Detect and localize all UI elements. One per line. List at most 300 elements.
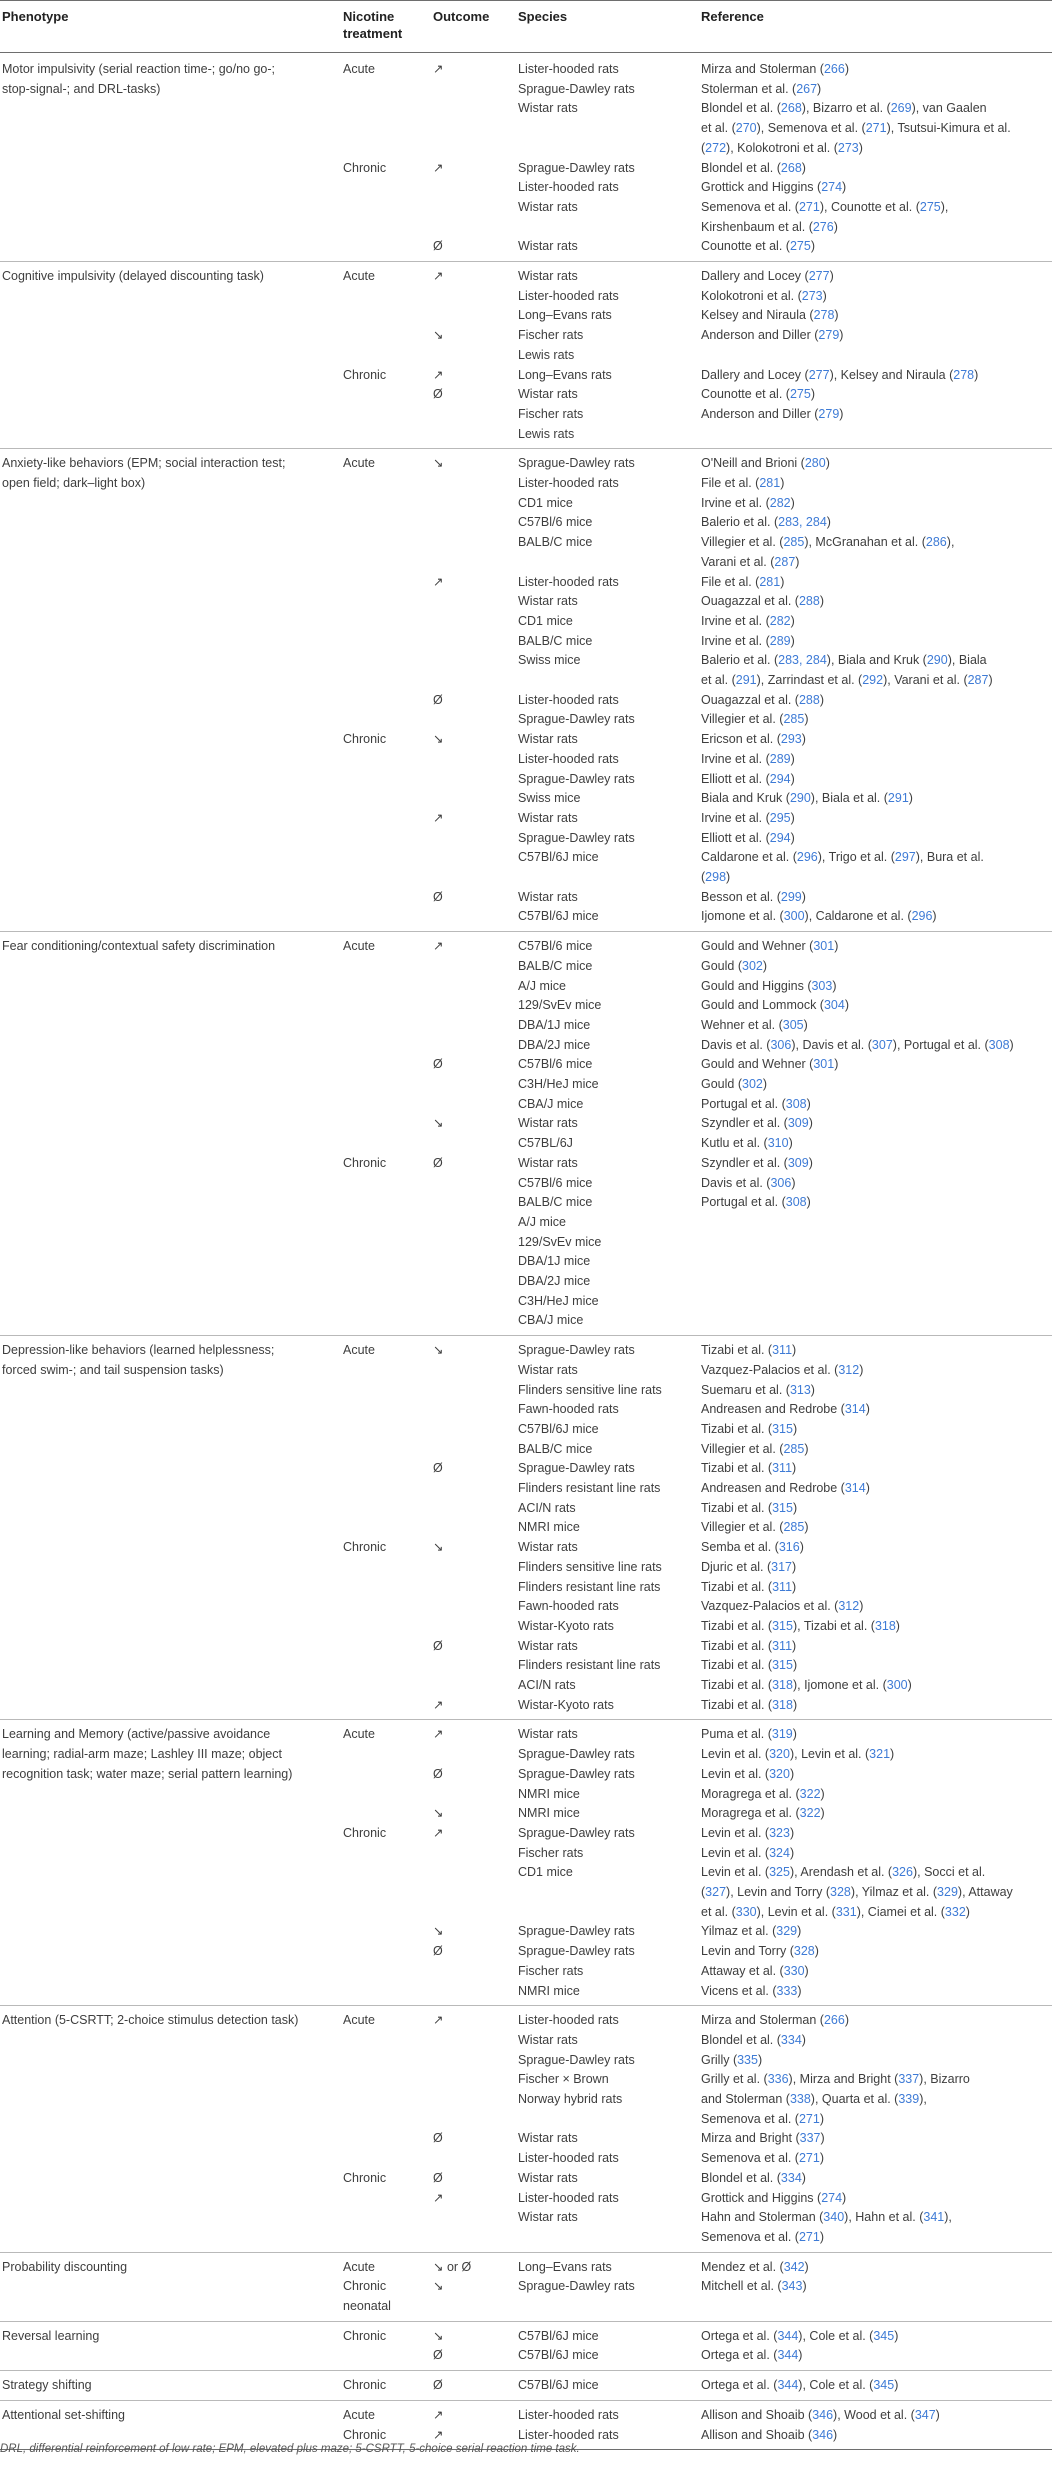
reference-cell: Moragrega et al. (322) bbox=[701, 1806, 825, 1821]
outcome-cell: Ø bbox=[433, 889, 443, 904]
species-cell: ACI/N rats bbox=[518, 1500, 576, 1515]
outcome-cell: Ø bbox=[433, 692, 443, 707]
reference-cell: (298) bbox=[701, 870, 731, 884]
treatment-cell: Chronic bbox=[343, 1825, 387, 1840]
outcome-cell: ↗ bbox=[433, 2407, 444, 2422]
reference-cell: Tizabi et al. (311) bbox=[701, 1461, 797, 1476]
outcome-cell: ↗ bbox=[433, 1825, 444, 1840]
group-separator bbox=[0, 2321, 1052, 2322]
reference-cell: Ortega et al. (344) bbox=[701, 2348, 803, 2363]
reference-cell: Davis et al. (306) bbox=[701, 1175, 796, 1190]
outcome-cell: Ø bbox=[433, 2131, 443, 2146]
group-separator bbox=[0, 1335, 1052, 1336]
species-cell: Lister-hooded rats bbox=[518, 692, 619, 707]
reference-cell: O'Neill and Brioni (280) bbox=[701, 456, 830, 471]
reference-cell: Vicens et al. (333) bbox=[701, 1983, 802, 1998]
reference-cell: Grottick and Higgins (274) bbox=[701, 180, 847, 195]
treatment-cell: Acute bbox=[343, 62, 375, 76]
species-cell: C57Bl/6J mice bbox=[518, 2348, 599, 2363]
species-cell: Fischer rats bbox=[518, 1845, 584, 1860]
reference-cell: Semenova et al. (271) bbox=[701, 2111, 824, 2126]
group-separator bbox=[0, 931, 1052, 932]
group-separator bbox=[0, 448, 1052, 449]
species-cell: Lister-hooded rats bbox=[518, 2427, 619, 2442]
species-cell: C57Bl/6J mice bbox=[518, 1421, 599, 1436]
species-cell: C57Bl/6 mice bbox=[518, 1057, 593, 1072]
reference-cell: Besson et al. (299) bbox=[701, 889, 806, 904]
outcome-cell: ↗ bbox=[433, 160, 444, 175]
reference-cell: Villegier et al. (285) bbox=[701, 1520, 809, 1535]
treatment-cell: Acute bbox=[343, 2407, 375, 2422]
species-cell: Sprague-Dawley rats bbox=[518, 1343, 635, 1358]
species-cell: Swiss mice bbox=[518, 791, 581, 806]
reference-cell: Irvine et al. (295) bbox=[701, 810, 795, 825]
species-cell: C57Bl/6J mice bbox=[518, 909, 599, 924]
treatment-cell: Chronic bbox=[343, 160, 387, 175]
reference-cell: et al. (291), Zarrindast et al. (292), Varani et al. (287) bbox=[701, 673, 993, 687]
species-cell: Fischer rats bbox=[518, 328, 584, 343]
species-cell: Lister-hooded rats bbox=[518, 574, 619, 589]
phenotype-label: Probability discounting bbox=[2, 2259, 128, 2274]
treatment-cell: Acute bbox=[343, 2259, 375, 2274]
outcome-cell: ↘ bbox=[433, 1116, 444, 1131]
phenotype-label: Fear conditioning/contextual safety discrimination bbox=[2, 939, 276, 954]
phenotype-label: forced swim-; and tail suspension tasks) bbox=[2, 1362, 224, 1377]
reference-cell: (327), Levin and Torry (328), Yilmaz et al. (329), Attaway bbox=[701, 1885, 1013, 1899]
reference-cell: Portugal et al. (308) bbox=[701, 1195, 811, 1210]
reference-cell: Gould (302) bbox=[701, 1077, 768, 1091]
reference-cell: Semenova et al. (271) bbox=[701, 2229, 824, 2244]
species-cell: CD1 mice bbox=[518, 613, 573, 628]
phenotype-label: Attentional set-shifting bbox=[2, 2407, 125, 2422]
species-cell: C57BL/6J bbox=[518, 1136, 573, 1151]
species-cell: NMRI mice bbox=[518, 1806, 580, 1821]
reference-cell: Tizabi et al. (315), Tizabi et al. (318) bbox=[701, 1618, 900, 1633]
reference-cell: Counotte et al. (275) bbox=[701, 387, 815, 402]
species-cell: Wistar rats bbox=[518, 199, 578, 214]
species-cell: Sprague-Dawley rats bbox=[518, 1924, 635, 1939]
reference-cell: Levin et al. (325), Arendash et al. (326), Socci et al. bbox=[701, 1865, 986, 1880]
reference-cell: Grilly et al. (336), Mirza and Bright (337), Bizarro bbox=[701, 2072, 970, 2087]
species-cell: Lister-hooded rats bbox=[518, 288, 619, 303]
species-cell: Sprague-Dawley rats bbox=[518, 1766, 635, 1781]
species-cell: C57Bl/6J mice bbox=[518, 2378, 599, 2393]
reference-cell: Ouagazzal et al. (288) bbox=[701, 692, 824, 707]
species-cell: Norway hybrid rats bbox=[518, 2092, 623, 2106]
outcome-cell: ↘ bbox=[433, 456, 444, 471]
reference-cell: Elliott et al. (294) bbox=[701, 771, 795, 786]
species-cell: NMRI mice bbox=[518, 1786, 580, 1801]
species-cell: Lister-hooded rats bbox=[518, 476, 619, 490]
species-cell: Wistar rats bbox=[518, 1540, 578, 1555]
reference-cell: File et al. (281) bbox=[701, 574, 785, 589]
species-cell: Flinders resistant line rats bbox=[518, 1481, 661, 1495]
header-species: Species bbox=[518, 9, 568, 24]
species-cell: Lister-hooded rats bbox=[518, 2013, 619, 2028]
species-cell: BALB/C mice bbox=[518, 1195, 593, 1210]
outcome-cell: ↗ bbox=[433, 574, 444, 589]
reference-cell: Portugal et al. (308) bbox=[701, 1096, 811, 1111]
species-cell: Fischer × Brown bbox=[518, 2072, 609, 2087]
outcome-cell: ↗ bbox=[433, 939, 444, 954]
outcome-cell: Ø bbox=[433, 1766, 443, 1781]
reference-cell: Gould and Higgins (303) bbox=[701, 978, 837, 993]
species-cell: Wistar rats bbox=[518, 239, 578, 254]
outcome-cell: ↗ bbox=[433, 269, 444, 283]
reference-cell: Irvine et al. (282) bbox=[701, 613, 795, 628]
outcome-cell: ↗ bbox=[433, 367, 444, 382]
group-separator bbox=[0, 2252, 1052, 2253]
treatment-cell: Acute bbox=[343, 1727, 375, 1742]
header-treatment-line2: treatment bbox=[343, 26, 403, 41]
reference-cell: Villegier et al. (285) bbox=[701, 1441, 809, 1456]
reference-cell: File et al. (281) bbox=[701, 476, 785, 490]
species-cell: DBA/2J mice bbox=[518, 1037, 591, 1052]
species-cell: CBA/J mice bbox=[518, 1313, 584, 1328]
reference-cell: Kirshenbaum et al. (276) bbox=[701, 219, 838, 234]
outcome-cell: ↗ bbox=[433, 2190, 444, 2205]
reference-cell: and Stolerman (338), Quarta et al. (339), bbox=[701, 2092, 927, 2106]
reference-cell: Caldarone et al. (296), Trigo et al. (297), Bura et al. bbox=[701, 850, 984, 865]
reference-cell: Gould and Lommock (304) bbox=[701, 998, 850, 1013]
species-cell: Sprague-Dawley rats bbox=[518, 771, 635, 786]
species-cell: NMRI mice bbox=[518, 1520, 580, 1535]
reference-cell: Gould (302) bbox=[701, 958, 768, 973]
outcome-cell: ↘ bbox=[433, 328, 444, 343]
reference-cell: Gould and Wehner (301) bbox=[701, 939, 839, 954]
phenotype-label: Anxiety-like behaviors (EPM; social interaction test; bbox=[2, 456, 286, 471]
reference-cell: Blondel et al. (268), Bizarro et al. (269), van Gaalen bbox=[701, 101, 987, 116]
reference-cell: Semenova et al. (271), Counotte et al. (275), bbox=[701, 199, 949, 214]
reference-cell: Biala and Kruk (290), Biala et al. (291) bbox=[701, 791, 913, 806]
reference-cell: Blondel et al. (268) bbox=[701, 160, 806, 175]
outcome-cell: ↘ bbox=[433, 1343, 444, 1358]
species-cell: Lister-hooded rats bbox=[518, 2151, 619, 2166]
reference-cell: Stolerman et al. (267) bbox=[701, 81, 822, 96]
outcome-cell: ↘ bbox=[433, 2279, 444, 2294]
reference-cell: Attaway et al. (330) bbox=[701, 1963, 809, 1978]
reference-cell: Ortega et al. (344), Cole et al. (345) bbox=[701, 2328, 899, 2343]
reference-cell: Blondel et al. (334) bbox=[701, 2170, 806, 2185]
species-cell: Wistar-Kyoto rats bbox=[518, 1618, 614, 1633]
reference-cell: Semenova et al. (271) bbox=[701, 2151, 824, 2166]
reference-cell: Kolokotroni et al. (273) bbox=[701, 288, 827, 303]
outcome-cell: ↘ bbox=[433, 2328, 444, 2343]
species-cell: Sprague-Dawley rats bbox=[518, 2052, 635, 2067]
outcome-cell: ↗ bbox=[433, 62, 444, 76]
reference-cell: Ericson et al. (293) bbox=[701, 732, 806, 747]
reference-cell: Villegier et al. (285) bbox=[701, 712, 809, 727]
phenotype-label: Depression-like behaviors (learned helplessness; bbox=[2, 1343, 275, 1358]
group-separator bbox=[0, 2370, 1052, 2371]
reference-cell: Grilly (335) bbox=[701, 2052, 763, 2067]
reference-cell: Dallery and Locey (277) bbox=[701, 269, 834, 283]
species-cell: Lister-hooded rats bbox=[518, 2190, 619, 2205]
species-cell: BALB/C mice bbox=[518, 958, 593, 973]
outcome-cell: ↘ bbox=[433, 1806, 444, 1821]
species-cell: Wistar rats bbox=[518, 1362, 578, 1377]
phenotype-label: Learning and Memory (active/passive avoidance bbox=[2, 1727, 271, 1742]
outcome-cell: ↗ bbox=[433, 2427, 444, 2442]
outcome-cell: Ø bbox=[433, 387, 443, 402]
phenotype-label: Attention (5-CSRTT; 2-choice stimulus detection task) bbox=[2, 2013, 299, 2028]
header-rule bbox=[0, 52, 1052, 53]
outcome-cell: Ø bbox=[433, 1057, 443, 1072]
reference-cell: Grottick and Higgins (274) bbox=[701, 2190, 847, 2205]
outcome-cell: Ø bbox=[433, 1461, 443, 1476]
species-cell: Wistar-Kyoto rats bbox=[518, 1697, 614, 1712]
species-cell: Wistar rats bbox=[518, 594, 578, 609]
species-cell: Wistar rats bbox=[518, 2170, 578, 2185]
reference-cell: Varani et al. (287) bbox=[701, 554, 800, 569]
reference-cell: Irvine et al. (289) bbox=[701, 751, 795, 766]
species-cell: Wistar rats bbox=[518, 1727, 578, 1742]
phenotype-label: Motor impulsivity (serial reaction time-; go/no go-; bbox=[2, 62, 276, 76]
reference-cell: (272), Kolokotroni et al. (273) bbox=[701, 140, 863, 155]
species-cell: Lewis rats bbox=[518, 426, 575, 441]
species-cell: 129/SvEv mice bbox=[518, 998, 602, 1013]
species-cell: Wistar rats bbox=[518, 101, 578, 116]
treatment-cell: Chronic bbox=[343, 2170, 387, 2185]
reference-cell: Suemaru et al. (313) bbox=[701, 1382, 815, 1397]
outcome-cell: ↗ bbox=[433, 1727, 444, 1742]
outcome-cell: ↘ or Ø bbox=[433, 2259, 472, 2274]
reference-cell: Tizabi et al. (315) bbox=[701, 1500, 798, 1515]
species-cell: Wistar rats bbox=[518, 2131, 578, 2146]
species-cell: C3H/HeJ mice bbox=[518, 1077, 599, 1091]
reference-cell: Balerio et al. (283, 284) bbox=[701, 515, 831, 530]
species-cell: ACI/N rats bbox=[518, 1678, 576, 1692]
treatment-cell: Chronic bbox=[343, 2328, 387, 2343]
reference-cell: Semba et al. (316) bbox=[701, 1540, 804, 1555]
species-cell: Wistar rats bbox=[518, 2210, 578, 2225]
species-cell: Fischer rats bbox=[518, 1963, 584, 1978]
reference-cell: Szyndler et al. (309) bbox=[701, 1116, 813, 1131]
species-cell: Sprague-Dawley rats bbox=[518, 2279, 635, 2294]
species-cell: Sprague-Dawley rats bbox=[518, 1825, 635, 1840]
species-cell: A/J mice bbox=[518, 978, 566, 993]
species-cell: Long–Evans rats bbox=[518, 2259, 612, 2274]
treatment-cell: Chronic bbox=[343, 2378, 387, 2393]
species-cell: Wistar rats bbox=[518, 810, 578, 825]
group-separator bbox=[0, 2400, 1052, 2401]
reference-cell: Andreasen and Redrobe (314) bbox=[701, 1402, 870, 1417]
reference-cell: Levin and Torry (328) bbox=[701, 1944, 819, 1959]
reference-cell: Tizabi et al. (311) bbox=[701, 1579, 797, 1594]
outcome-cell: Ø bbox=[433, 239, 443, 254]
species-cell: Wistar rats bbox=[518, 1638, 578, 1653]
phenotype-label: Strategy shifting bbox=[2, 2378, 92, 2393]
treatment-cell: neonatal bbox=[343, 2299, 391, 2313]
species-cell: DBA/2J mice bbox=[518, 1274, 591, 1288]
reference-cell: Mirza and Stolerman (266) bbox=[701, 2013, 849, 2028]
reference-cell: Anderson and Diller (279) bbox=[701, 406, 844, 421]
treatment-cell: Acute bbox=[343, 1343, 375, 1358]
group-separator bbox=[0, 261, 1052, 262]
species-cell: C57Bl/6J mice bbox=[518, 2328, 599, 2343]
reference-cell: Ouagazzal et al. (288) bbox=[701, 594, 824, 609]
species-cell: Flinders resistant line rats bbox=[518, 1658, 661, 1673]
species-cell: Flinders sensitive line rats bbox=[518, 1559, 662, 1574]
outcome-cell: ↗ bbox=[433, 2013, 444, 2028]
reference-cell: Dallery and Locey (277), Kelsey and Niraula (278) bbox=[701, 367, 979, 382]
outcome-cell: Ø bbox=[433, 1638, 443, 1653]
species-cell: Sprague-Dawley rats bbox=[518, 81, 635, 96]
species-cell: C57Bl/6 mice bbox=[518, 939, 593, 954]
species-cell: Sprague-Dawley rats bbox=[518, 456, 635, 471]
phenotype-label: Cognitive impulsivity (delayed discounting task) bbox=[2, 269, 264, 283]
species-cell: Wistar rats bbox=[518, 2032, 578, 2047]
species-cell: BALB/C mice bbox=[518, 535, 593, 550]
species-cell: Sprague-Dawley rats bbox=[518, 1461, 635, 1476]
species-cell: Sprague-Dawley rats bbox=[518, 830, 635, 845]
species-cell: DBA/1J mice bbox=[518, 1254, 591, 1269]
outcome-cell: ↗ bbox=[433, 810, 444, 825]
reference-cell: Ortega et al. (344), Cole et al. (345) bbox=[701, 2378, 899, 2393]
outcome-cell: ↗ bbox=[433, 1697, 444, 1712]
phenotype-label: Reversal learning bbox=[2, 2328, 100, 2343]
reference-cell: Counotte et al. (275) bbox=[701, 239, 815, 254]
outcome-cell: ↘ bbox=[433, 732, 444, 747]
header-outcome: Outcome bbox=[433, 9, 490, 24]
treatment-cell: Acute bbox=[343, 2013, 375, 2028]
species-cell: Sprague-Dawley rats bbox=[518, 1944, 635, 1959]
reference-cell: Mirza and Bright (337) bbox=[701, 2131, 825, 2146]
species-cell: Sprague-Dawley rats bbox=[518, 1747, 635, 1762]
species-cell: Flinders sensitive line rats bbox=[518, 1382, 662, 1397]
reference-cell: Tizabi et al. (318) bbox=[701, 1697, 798, 1712]
species-cell: 129/SvEv mice bbox=[518, 1234, 602, 1249]
phenotype-label: recognition task; water maze; serial pattern learning) bbox=[2, 1766, 293, 1781]
species-cell: Wistar rats bbox=[518, 732, 578, 747]
species-cell: Lister-hooded rats bbox=[518, 180, 619, 195]
reference-cell: Irvine et al. (282) bbox=[701, 495, 795, 510]
reference-cell: Vazquez-Palacios et al. (312) bbox=[701, 1599, 864, 1614]
top-rule bbox=[0, 0, 1052, 1]
species-cell: Sprague-Dawley rats bbox=[518, 712, 635, 727]
reference-cell: Ijomone et al. (300), Caldarone et al. (296) bbox=[701, 909, 937, 924]
species-cell: Lewis rats bbox=[518, 347, 575, 362]
treatment-cell: Acute bbox=[343, 939, 375, 954]
outcome-cell: Ø bbox=[433, 2348, 443, 2363]
reference-cell: Tizabi et al. (311) bbox=[701, 1638, 797, 1653]
reference-cell: Mendez et al. (342) bbox=[701, 2259, 809, 2274]
species-cell: A/J mice bbox=[518, 1214, 566, 1229]
reference-cell: Moragrega et al. (322) bbox=[701, 1786, 825, 1801]
species-cell: Wistar rats bbox=[518, 269, 578, 283]
species-cell: Fischer rats bbox=[518, 406, 584, 421]
reference-cell: Tizabi et al. (315) bbox=[701, 1658, 798, 1673]
reference-cell: Blondel et al. (334) bbox=[701, 2032, 806, 2047]
species-cell: C57Bl/6J mice bbox=[518, 850, 599, 865]
outcome-cell: Ø bbox=[433, 1944, 443, 1959]
species-cell: Lister-hooded rats bbox=[518, 751, 619, 766]
outcome-cell: ↘ bbox=[433, 1924, 444, 1939]
outcome-cell: Ø bbox=[433, 1155, 443, 1170]
treatment-cell: Chronic bbox=[343, 1155, 387, 1170]
species-cell: Swiss mice bbox=[518, 653, 581, 668]
reference-cell: Mirza and Stolerman (266) bbox=[701, 62, 849, 76]
species-cell: Lister-hooded rats bbox=[518, 62, 619, 76]
reference-cell: Allison and Shoaib (346), Wood et al. (347) bbox=[701, 2407, 940, 2422]
species-cell: Long–Evans rats bbox=[518, 308, 612, 323]
outcome-cell: Ø bbox=[433, 2378, 443, 2393]
reference-cell: Tizabi et al. (318), Ijomone et al. (300) bbox=[701, 1678, 912, 1692]
reference-cell: Davis et al. (306), Davis et al. (307), Portugal et al. (308) bbox=[701, 1037, 1014, 1052]
phenotype-label: stop-signal-; and DRL-tasks) bbox=[2, 81, 161, 96]
species-cell: NMRI mice bbox=[518, 1983, 580, 1998]
species-cell: Flinders resistant line rats bbox=[518, 1579, 661, 1594]
treatment-cell: Acute bbox=[343, 269, 375, 283]
reference-cell: Levin et al. (323) bbox=[701, 1825, 795, 1840]
species-cell: C3H/HeJ mice bbox=[518, 1293, 599, 1308]
treatment-cell: Chronic bbox=[343, 1540, 387, 1555]
reference-cell: Levin et al. (320), Levin et al. (321) bbox=[701, 1747, 895, 1762]
species-cell: Lister-hooded rats bbox=[518, 2407, 619, 2422]
phenotype-label: learning; radial-arm maze; Lashley III maze; object bbox=[2, 1747, 282, 1762]
outcome-cell: Ø bbox=[433, 2170, 443, 2185]
header-reference: Reference bbox=[701, 9, 764, 24]
species-cell: BALB/C mice bbox=[518, 633, 593, 648]
species-cell: CBA/J mice bbox=[518, 1096, 584, 1111]
reference-cell: Yilmaz et al. (329) bbox=[701, 1924, 802, 1939]
reference-cell: Kelsey and Niraula (278) bbox=[701, 308, 839, 323]
reference-cell: Irvine et al. (289) bbox=[701, 633, 795, 648]
species-cell: Fawn-hooded rats bbox=[518, 1402, 619, 1417]
reference-cell: Hahn and Stolerman (340), Hahn et al. (341), bbox=[701, 2210, 952, 2225]
group-separator bbox=[0, 1719, 1052, 1720]
species-cell: DBA/1J mice bbox=[518, 1017, 591, 1032]
reference-cell: Anderson and Diller (279) bbox=[701, 328, 844, 343]
reference-cell: Kutlu et al. (310) bbox=[701, 1136, 793, 1151]
species-cell: Wistar rats bbox=[518, 889, 578, 904]
reference-cell: Mitchell et al. (343) bbox=[701, 2279, 807, 2294]
treatment-cell: Acute bbox=[343, 456, 375, 471]
species-cell: Wistar rats bbox=[518, 1155, 578, 1170]
phenotype-label: open field; dark–light box) bbox=[2, 476, 146, 490]
group-separator bbox=[0, 2005, 1052, 2006]
treatment-cell: Chronic bbox=[343, 2279, 387, 2294]
reference-cell: Szyndler et al. (309) bbox=[701, 1155, 813, 1170]
reference-cell: Wehner et al. (305) bbox=[701, 1017, 808, 1032]
reference-cell: Andreasen and Redrobe (314) bbox=[701, 1481, 870, 1495]
species-cell: Fawn-hooded rats bbox=[518, 1599, 619, 1614]
reference-cell: Djuric et al. (317) bbox=[701, 1559, 797, 1574]
species-cell: Wistar rats bbox=[518, 387, 578, 402]
treatment-cell: Chronic bbox=[343, 2427, 387, 2442]
treatment-cell: Chronic bbox=[343, 732, 387, 747]
reference-cell: Levin et al. (324) bbox=[701, 1845, 795, 1860]
reference-cell: Gould and Wehner (301) bbox=[701, 1057, 839, 1072]
species-cell: CD1 mice bbox=[518, 1865, 573, 1880]
reference-cell: Elliott et al. (294) bbox=[701, 830, 795, 845]
reference-cell: Villegier et al. (285), McGranahan et al. (286), bbox=[701, 535, 955, 550]
species-cell: C57Bl/6 mice bbox=[518, 1175, 593, 1190]
table-footnote: DRL, differential reinforcement of low rate; EPM, elevated plus maze; 5-CSRTT, 5-choice serial reaction time task. bbox=[0, 2443, 580, 2455]
header-phenotype: Phenotype bbox=[2, 9, 69, 24]
treatment-cell: Chronic bbox=[343, 367, 387, 382]
reference-cell: Puma et al. (319) bbox=[701, 1727, 797, 1742]
header-treatment-line1: Nicotine bbox=[343, 9, 395, 24]
reference-cell: Tizabi et al. (311) bbox=[701, 1343, 797, 1358]
species-cell: Wistar rats bbox=[518, 1116, 578, 1131]
reference-cell: Vazquez-Palacios et al. (312) bbox=[701, 1362, 864, 1377]
reference-cell: Allison and Shoaib (346) bbox=[701, 2427, 838, 2442]
species-cell: Sprague-Dawley rats bbox=[518, 160, 635, 175]
reference-cell: et al. (270), Semenova et al. (271), Tsutsui-Kimura et al. bbox=[701, 121, 1011, 136]
species-cell: Long–Evans rats bbox=[518, 367, 612, 382]
reference-cell: Levin et al. (320) bbox=[701, 1766, 795, 1781]
